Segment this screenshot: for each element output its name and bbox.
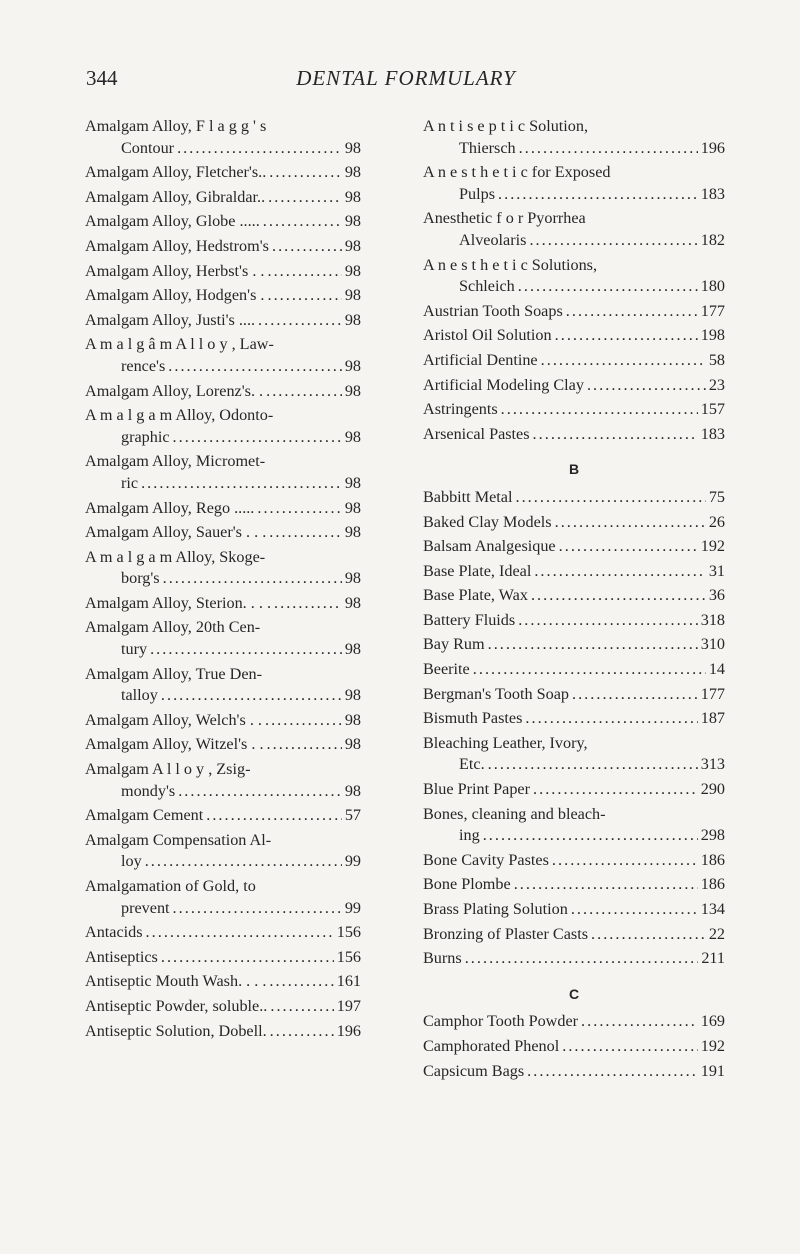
entry-title: Amalgam Alloy, Hodgen's . xyxy=(85,286,265,305)
leader-dots xyxy=(514,874,698,896)
index-entry xyxy=(85,830,361,873)
index-entry xyxy=(85,922,361,944)
entry-title: Antiseptics xyxy=(85,947,158,966)
leader-dots xyxy=(571,899,698,921)
index-group-c xyxy=(423,1011,725,1082)
page-ref: 156 xyxy=(336,947,361,966)
entry-title: Amalgam Alloy, Micromet- xyxy=(85,452,266,471)
index-entry xyxy=(423,255,725,298)
leader-dots xyxy=(265,710,342,732)
entry-title: Bone Plombe xyxy=(423,875,511,894)
index-entry xyxy=(423,733,725,776)
entry-title: Artificial Modeling Clay xyxy=(423,375,584,394)
index-entry xyxy=(423,399,725,421)
index-entry xyxy=(423,684,725,706)
page-ref: 298 xyxy=(700,826,725,845)
entry-title: Amalgam Alloy, Globe ..... xyxy=(85,212,260,231)
page-ref: 31 xyxy=(708,561,725,580)
index-entry xyxy=(423,1061,725,1083)
leader-dots xyxy=(531,585,706,607)
index-entry xyxy=(423,208,725,251)
leader-dots xyxy=(173,427,342,449)
page-ref: 98 xyxy=(344,236,361,255)
page-ref: 313 xyxy=(700,755,725,774)
entry-title: Bismuth Pastes xyxy=(423,709,523,728)
index-entry xyxy=(423,850,725,872)
leader-dots xyxy=(177,138,342,160)
entry-continuation: Contour xyxy=(121,138,175,157)
entry-title: Amalgamation of Gold, to xyxy=(85,877,256,895)
entry-title: Amalgam Alloy, Hedstrom's xyxy=(85,236,269,255)
leader-dots xyxy=(274,593,342,615)
leader-dots xyxy=(269,522,342,544)
page-ref: 98 xyxy=(344,593,361,612)
entry-title: A m a l g a m Alloy, Odonto- xyxy=(85,406,274,425)
leader-dots xyxy=(541,350,706,372)
entry-title: Aristol Oil Solution xyxy=(423,326,552,345)
page-ref: 58 xyxy=(708,350,725,369)
leader-dots xyxy=(533,424,698,446)
page-ref: 157 xyxy=(700,400,725,419)
leader-dots xyxy=(263,211,342,233)
entry-continuation: graphic xyxy=(121,427,170,446)
page-ref: 98 xyxy=(344,686,361,705)
entry-title: Antiseptic Powder, soluble.. xyxy=(85,996,268,1015)
index-entry xyxy=(85,236,361,258)
leader-dots xyxy=(591,924,706,946)
index-entry xyxy=(423,1011,725,1033)
entry-title: Amalgam Alloy, Fletcher's.. xyxy=(85,163,267,182)
index-entry xyxy=(85,211,361,233)
entry-title: Baked Clay Models xyxy=(423,512,552,531)
page-ref: 156 xyxy=(336,923,361,942)
page-ref: 57 xyxy=(344,806,361,825)
entry-title: Austrian Tooth Soaps xyxy=(423,301,563,320)
entry-title: Antiseptic Mouth Wash. . . . xyxy=(85,972,267,991)
section-heading-c: C xyxy=(568,985,580,1002)
page-ref: 22 xyxy=(708,924,725,943)
page-ref: 98 xyxy=(344,735,361,754)
index-entry xyxy=(423,634,725,656)
entry-title: Capsicum Bags xyxy=(423,1061,525,1080)
leader-dots xyxy=(555,325,698,347)
page-ref: 14 xyxy=(708,660,725,679)
leader-dots xyxy=(529,230,697,252)
leader-dots xyxy=(515,487,705,509)
index-entry xyxy=(85,310,361,332)
index-entry xyxy=(423,948,725,970)
entry-title: Battery Fluids xyxy=(423,610,516,629)
entry-title: Blue Print Paper xyxy=(423,780,531,799)
entry-title: A m a l g a m Alloy, Skoge- xyxy=(85,547,266,566)
page-ref: 196 xyxy=(700,138,725,157)
index-group-a-continued xyxy=(423,116,725,445)
entry-title: Bone Cavity Pastes xyxy=(423,850,549,869)
index-entry xyxy=(423,899,725,921)
entry-continuation: Thiersch xyxy=(459,138,516,157)
page-ref: 98 xyxy=(344,781,361,800)
page-ref: 290 xyxy=(700,780,725,799)
index-entry xyxy=(423,561,725,583)
entry-title: Bay Rum xyxy=(423,635,485,654)
index-entry xyxy=(85,405,361,448)
entry-continuation: loy xyxy=(121,852,142,871)
leader-dots xyxy=(161,947,334,969)
index-entry xyxy=(423,536,725,558)
entry-title: Amalgam Alloy, Sterion. . . . xyxy=(85,593,271,612)
page-ref: 98 xyxy=(344,473,361,492)
page-ref: 98 xyxy=(344,138,361,157)
leader-dots xyxy=(269,162,342,184)
page-ref: 98 xyxy=(344,261,361,280)
page-ref: 99 xyxy=(344,898,361,917)
leader-dots xyxy=(267,734,342,756)
index-entry xyxy=(85,547,361,590)
page-ref: 134 xyxy=(700,900,725,918)
entry-title: Astringents xyxy=(423,400,498,419)
index-entry xyxy=(423,924,725,946)
entry-title: Base Plate, Ideal xyxy=(423,561,532,580)
leader-dots xyxy=(519,138,698,160)
index-entry xyxy=(85,381,361,403)
page-ref: 98 xyxy=(344,498,361,517)
leader-dots xyxy=(572,684,698,706)
leader-dots xyxy=(178,781,342,803)
entry-title: Base Plate, Wax xyxy=(423,586,528,605)
entry-continuation: Pulps xyxy=(459,184,495,203)
index-entry xyxy=(85,187,361,209)
leader-dots xyxy=(518,276,698,298)
entry-title: Camphor Tooth Powder xyxy=(423,1012,579,1031)
page-ref: 75 xyxy=(708,487,725,506)
index-entry xyxy=(423,301,725,323)
entry-continuation: Alveolaris xyxy=(459,230,527,249)
page-ref: 23 xyxy=(708,375,725,394)
index-entry xyxy=(85,498,361,520)
leader-dots xyxy=(150,639,342,661)
leader-dots xyxy=(267,261,341,283)
entry-title: Beerite xyxy=(423,660,470,679)
page-number: 344 xyxy=(86,66,118,90)
entry-title: Amalgam Alloy, Rego ..... xyxy=(85,498,255,517)
entry-title: Bones, cleaning and bleach- xyxy=(423,804,606,823)
entry-title: Artificial Dentine xyxy=(423,350,538,369)
index-entry xyxy=(85,947,361,969)
page-ref: 98 xyxy=(344,163,361,182)
leader-dots xyxy=(272,236,342,258)
leader-dots xyxy=(206,805,342,827)
index-entry xyxy=(85,996,361,1018)
page-ref: 98 xyxy=(344,569,361,588)
page-header xyxy=(86,66,726,96)
leader-dots xyxy=(161,685,342,707)
entry-title: Amalgam Alloy, 20th Cen- xyxy=(85,618,261,637)
entry-title: Arsenical Pastes xyxy=(423,424,530,443)
index-entry xyxy=(423,116,725,159)
index-group-b xyxy=(423,487,725,970)
index-entry xyxy=(423,424,725,446)
entry-continuation: ing xyxy=(459,826,480,845)
index-entry xyxy=(85,285,361,307)
index-entry xyxy=(85,664,361,707)
entry-title: Amalgam Alloy, True Den- xyxy=(85,664,263,683)
entry-title: Babbitt Metal xyxy=(423,487,513,506)
leader-dots xyxy=(566,301,698,323)
index-entry xyxy=(85,334,361,377)
leader-dots xyxy=(581,1011,698,1033)
leader-dots xyxy=(168,356,342,378)
entry-continuation: borg's xyxy=(121,569,160,588)
index-entry xyxy=(423,804,725,847)
page-ref: 99 xyxy=(344,852,361,871)
entry-title: Amalgam Alloy, Herbst's . . xyxy=(85,261,265,280)
entry-title: Bergman's Tooth Soap xyxy=(423,684,569,703)
entry-title: Amalgam Alloy, Welch's . . xyxy=(85,710,262,729)
leader-dots xyxy=(146,922,334,944)
index-column-right xyxy=(423,116,725,1085)
entry-title: Antacids xyxy=(85,923,143,942)
leader-dots xyxy=(498,184,698,206)
entry-title: Amalgam Alloy, Witzel's . . xyxy=(85,735,264,754)
leader-dots xyxy=(270,996,333,1018)
index-entry xyxy=(85,710,361,732)
entry-title: Amalgam Alloy, F l a g g ' s xyxy=(85,117,267,135)
index-entry xyxy=(85,451,361,494)
index-entry xyxy=(423,659,725,681)
entry-title: Anesthetic f o r Pyorrhea xyxy=(423,209,586,228)
leader-dots xyxy=(257,498,341,520)
index-entry xyxy=(85,971,361,993)
leader-dots xyxy=(559,536,698,558)
entry-title: Amalgam A l l o y , Zsig- xyxy=(85,760,251,779)
page-ref: 191 xyxy=(700,1061,725,1080)
index-entry xyxy=(423,708,725,730)
leader-dots xyxy=(555,512,706,534)
entry-title: Amalgam Alloy, Gibraldar.. xyxy=(85,187,266,206)
entry-continuation: talloy xyxy=(121,686,158,705)
index-entry xyxy=(85,116,361,159)
index-entry xyxy=(423,1036,725,1058)
leader-dots xyxy=(552,850,698,872)
index-entry xyxy=(85,734,361,756)
page-ref: 182 xyxy=(700,230,725,249)
leader-dots xyxy=(533,779,698,801)
page-ref: 26 xyxy=(708,512,725,531)
index-entry xyxy=(85,617,361,660)
leader-dots xyxy=(562,1036,698,1058)
leader-dots xyxy=(488,754,698,776)
index-entry xyxy=(423,375,725,397)
leader-dots xyxy=(501,399,698,421)
running-title: DENTAL FORMULARY xyxy=(296,66,516,90)
leader-dots xyxy=(488,634,698,656)
page-ref: 98 xyxy=(344,427,361,446)
page-ref: 183 xyxy=(700,184,725,203)
entry-continuation: tury xyxy=(121,640,148,659)
page-ref: 98 xyxy=(344,286,361,305)
page-ref: 318 xyxy=(700,610,725,629)
entry-title: A n t i s e p t i c Solution, xyxy=(423,117,589,135)
index-entry xyxy=(85,261,361,283)
page-ref: 186 xyxy=(700,875,725,894)
page-ref: 310 xyxy=(700,635,725,654)
page-ref: 36 xyxy=(708,586,725,605)
entry-continuation: rence's xyxy=(121,356,166,375)
page-ref: 211 xyxy=(701,949,725,968)
index-entry xyxy=(423,162,725,205)
entry-title: Amalgam Alloy, Lorenz's. . xyxy=(85,381,264,400)
entry-continuation: ric xyxy=(121,473,139,492)
leader-dots xyxy=(258,310,342,332)
leader-dots xyxy=(483,825,698,847)
entry-title: Bronzing of Plaster Casts xyxy=(423,924,589,943)
entry-title: Bleaching Leather, Ivory, xyxy=(423,733,588,752)
index-entry xyxy=(423,585,725,607)
page-ref: 161 xyxy=(336,972,361,991)
leader-dots xyxy=(525,708,697,730)
page-ref: 183 xyxy=(700,424,725,443)
leader-dots xyxy=(173,898,342,920)
leader-dots xyxy=(534,561,705,583)
page-ref: 98 xyxy=(344,212,361,231)
page-ref: 98 xyxy=(344,187,361,206)
page-ref: 177 xyxy=(700,301,725,320)
page-ref: 196 xyxy=(336,1021,361,1040)
page-ref: 98 xyxy=(344,310,361,329)
leader-dots xyxy=(465,948,699,970)
index-entry xyxy=(423,487,725,509)
index-entry xyxy=(423,779,725,801)
index-entry xyxy=(85,876,361,919)
entry-title: A n e s t h e t i c for Exposed xyxy=(423,163,611,182)
page-ref: 98 xyxy=(344,523,361,542)
index-entry xyxy=(423,325,725,347)
page-ref: 180 xyxy=(700,277,725,296)
entry-continuation: Etc. xyxy=(459,755,485,774)
entry-title: Amalgam Alloy, Justi's .... xyxy=(85,310,256,329)
page-ref: 186 xyxy=(700,850,725,869)
index-entry xyxy=(85,593,361,615)
entry-title: Balsam Analgesique xyxy=(423,537,556,556)
index-entry xyxy=(85,759,361,802)
page-ref: 198 xyxy=(700,326,725,345)
index-column-left xyxy=(85,116,361,1045)
index-entry xyxy=(423,610,725,632)
page-ref: 98 xyxy=(344,356,361,375)
index-entry xyxy=(85,1021,361,1043)
entry-continuation: prevent xyxy=(121,898,170,917)
section-heading-b: B xyxy=(568,461,580,478)
leader-dots xyxy=(473,659,706,681)
page-ref: 169 xyxy=(700,1012,725,1031)
leader-dots xyxy=(145,851,342,873)
entry-continuation: mondy's xyxy=(121,781,176,800)
index-entry xyxy=(423,874,725,896)
index-entry xyxy=(85,805,361,827)
leader-dots xyxy=(518,610,698,632)
page-ref: 197 xyxy=(336,996,361,1015)
index-entry xyxy=(423,512,725,534)
entry-title: Burns xyxy=(423,949,462,968)
entry-title: Amalgam Cement xyxy=(85,806,204,825)
leader-dots xyxy=(269,971,333,993)
page-ref: 98 xyxy=(344,710,361,729)
page-ref: 192 xyxy=(700,1036,725,1055)
entry-title: A n e s t h e t i c Solutions, xyxy=(423,255,598,274)
page-ref: 192 xyxy=(700,537,725,556)
leader-dots xyxy=(270,1021,334,1043)
leader-dots xyxy=(587,375,706,397)
page-ref: 98 xyxy=(344,381,361,400)
leader-dots xyxy=(266,381,342,403)
leader-dots xyxy=(267,285,341,307)
page-ref: 177 xyxy=(700,684,725,703)
index-entry xyxy=(85,522,361,544)
entry-continuation: Schleich xyxy=(459,277,515,296)
index-entry xyxy=(85,162,361,184)
index-entry xyxy=(423,350,725,372)
leader-dots xyxy=(163,568,342,590)
entry-title: A m a l g â m A l l o y , Law- xyxy=(85,335,274,354)
entry-title: Amalgam Compensation Al- xyxy=(85,830,272,849)
page-ref: 98 xyxy=(344,640,361,659)
leader-dots xyxy=(268,187,342,209)
entry-title: Amalgam Alloy, Sauer's . . . xyxy=(85,523,267,542)
entry-title: Camphorated Phenol xyxy=(423,1036,560,1055)
leader-dots xyxy=(141,473,342,495)
page-ref: 187 xyxy=(700,709,725,728)
leader-dots xyxy=(527,1061,698,1083)
entry-title: Brass Plating Solution xyxy=(423,900,568,918)
entry-title: Antiseptic Solution, Dobell. xyxy=(85,1021,267,1040)
